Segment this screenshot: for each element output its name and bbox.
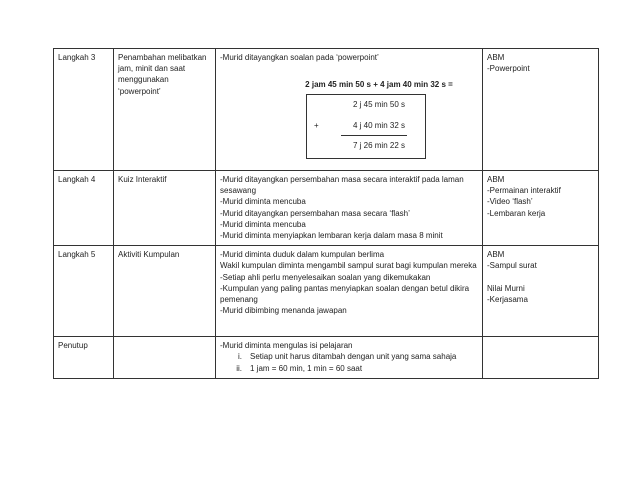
resources-cell	[483, 337, 599, 379]
resources-cell	[483, 171, 599, 246]
step-cell	[54, 246, 114, 337]
calc-line-2: 4 j 40 min 32 s	[352, 121, 405, 131]
resource-line: Nilai Murni	[487, 283, 525, 293]
lesson-plan-table	[53, 48, 599, 379]
activity-line: Penambahan melibatkan	[118, 53, 207, 62]
list-text: Setiap unit harus ditambah dengan unit yang sama sahaja	[250, 352, 457, 362]
resource-line: -Sampul surat	[487, 261, 537, 271]
step-label: Langkah 4	[58, 175, 96, 184]
resource-line	[487, 272, 594, 283]
content-line: -Murid ditayangkan soalan pada ‘powerpoint’	[220, 53, 379, 62]
resource-line: -Powerpoint	[487, 64, 530, 74]
content-line: Wakil kumpulan diminta mengambil sampul surat bagi kumpulan mereka	[220, 261, 477, 271]
resources-cell	[483, 246, 599, 337]
activity-cell	[114, 171, 216, 246]
sum-divider	[341, 135, 407, 136]
activity-line: Aktiviti Kumpulan	[118, 250, 180, 260]
content-cell	[216, 337, 483, 379]
table-row	[54, 49, 599, 171]
table-row	[54, 171, 599, 246]
activity-line: menggunakan	[118, 75, 169, 85]
resource-line: -Permainan interaktif	[487, 186, 561, 196]
resource-line: ABM	[487, 250, 505, 260]
content-line: -Kumpulan yang paling pantas menyiapkan soalan dengan betul dikira pemenang	[220, 283, 472, 305]
resource-line: -Kerjasama	[487, 295, 528, 305]
table-row	[54, 337, 599, 379]
activity-line: jam, minit dan saat	[118, 64, 186, 74]
step-label: Penutup	[58, 341, 88, 351]
content-line: -Murid diminta mencuba	[220, 219, 306, 229]
content-line: -Murid diminta menyiapkan lembaran kerja dalam masa 8 minit	[220, 231, 443, 241]
step-cell	[54, 49, 114, 171]
content-line: -Murid ditayangkan persembahan masa secara ‘flash’	[220, 208, 410, 218]
list-item	[220, 351, 478, 362]
addition-formula: 2 jam 45 min 50 s + 4 jam 40 min 32 s =	[305, 80, 453, 90]
plus-sign: +	[314, 121, 319, 131]
step-label: Langkah 3	[58, 53, 96, 62]
table-row	[54, 246, 599, 337]
activity-cell	[114, 337, 216, 379]
step-label: Langkah 5	[58, 250, 96, 260]
calc-result: 7 j 26 min 22 s	[352, 141, 405, 151]
content-line: -Murid diminta mencuba	[220, 197, 306, 207]
content-cell	[216, 171, 483, 246]
content-line: -Murid ditayangkan persembahan masa secara interaktif pada laman sesawang	[220, 175, 466, 196]
resources-cell	[483, 49, 599, 171]
step-cell	[54, 337, 114, 379]
list-text: 1 jam = 60 min, 1 min = 60 saat	[250, 363, 363, 373]
resource-line: -Lembaran kerja	[487, 208, 546, 218]
content-line: -Setiap ahli perlu menyelesaikan soalan yang dikemukakan	[220, 272, 431, 282]
list-number: ii.	[236, 363, 242, 373]
content-cell	[216, 246, 483, 337]
step-cell	[54, 171, 114, 246]
list-item	[220, 363, 478, 374]
resource-line: -Video ‘flash’	[487, 197, 533, 207]
content-line: -Murid diminta duduk dalam kumpulan berlima	[220, 250, 385, 260]
resource-line: ABM	[487, 53, 505, 62]
activity-line: ‘powerpoint’	[118, 86, 161, 96]
list-number: i.	[238, 352, 242, 362]
calculation-box	[306, 94, 426, 159]
resource-line: ABM	[487, 175, 505, 184]
activity-line: Kuiz Interaktif	[118, 175, 167, 184]
calc-line-1: 2 j 45 min 50 s	[352, 100, 405, 110]
activity-cell	[114, 49, 216, 171]
content-cell	[216, 49, 483, 171]
content-line: -Murid dibimbing menanda jawapan	[220, 306, 347, 316]
activity-cell	[114, 246, 216, 337]
content-line: -Murid diminta mengulas isi pelajaran	[220, 341, 353, 351]
